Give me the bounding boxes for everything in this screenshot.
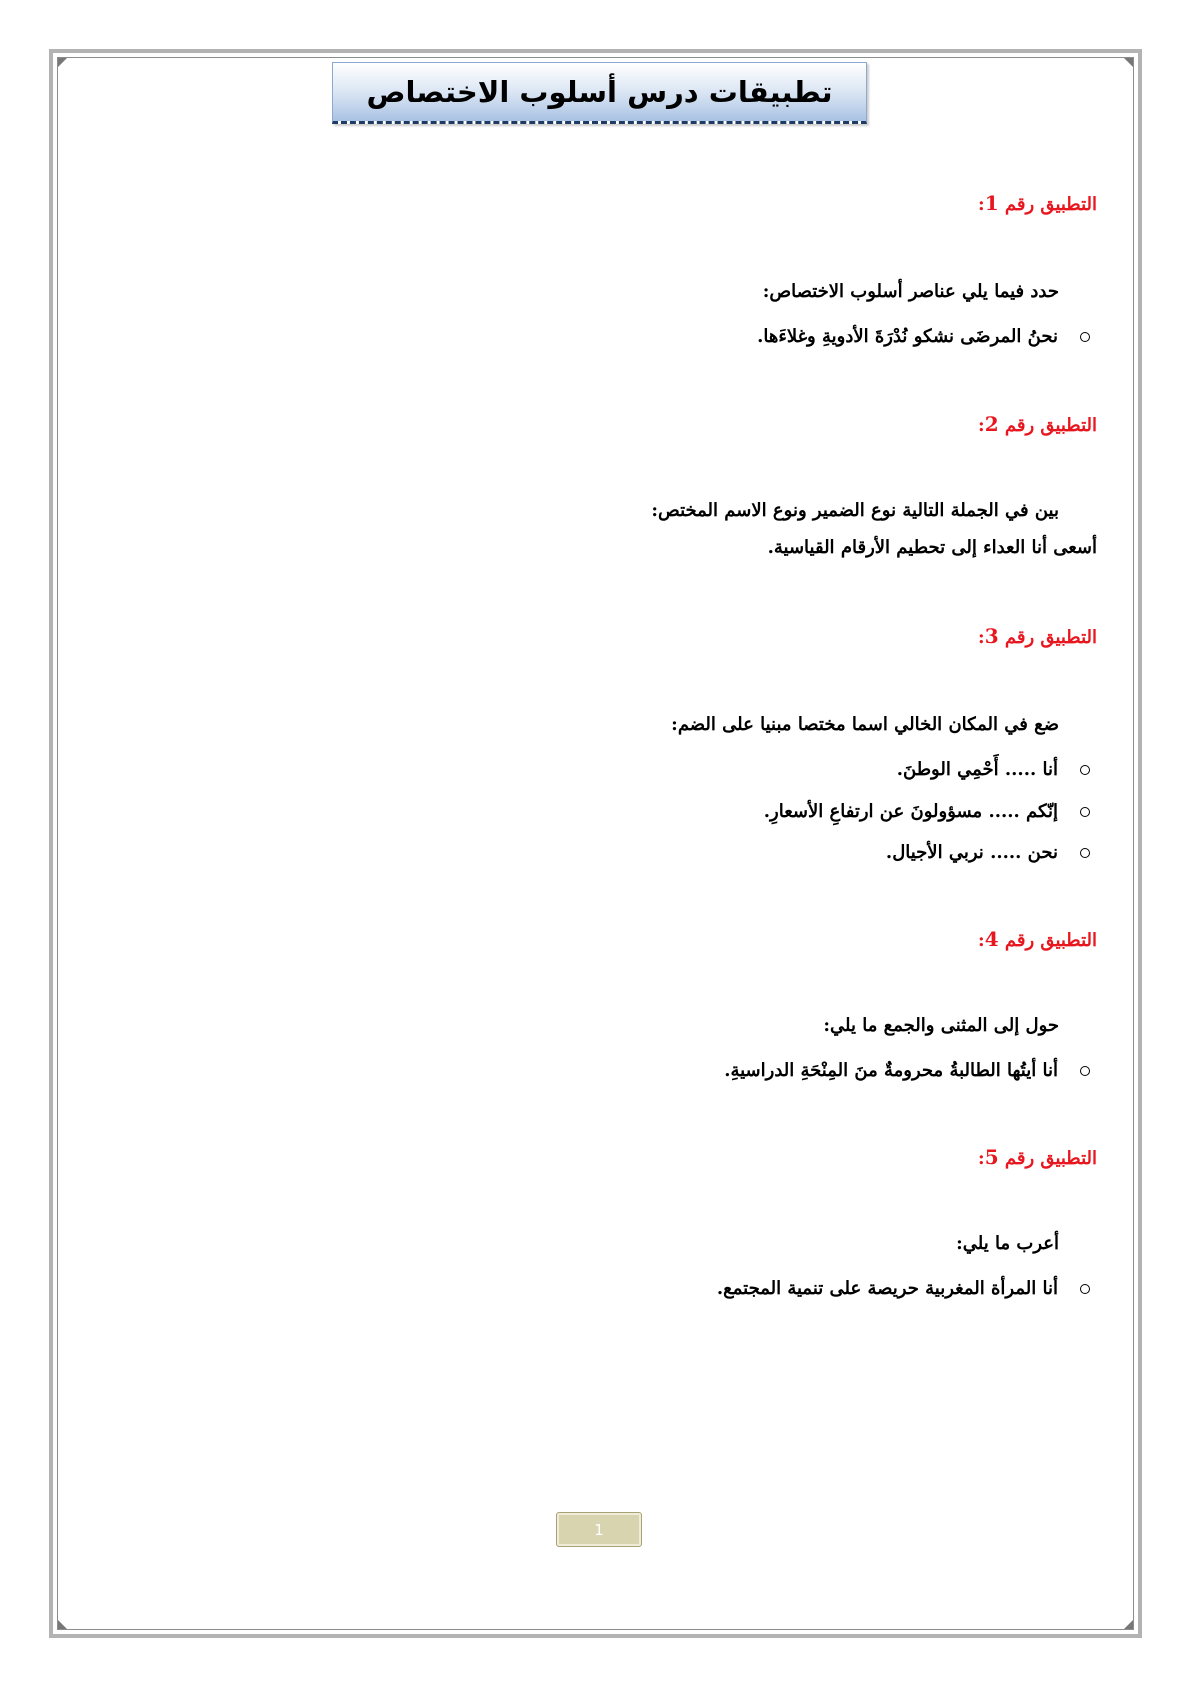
list-item: نحنُ المرضَى نشكو نُدْرَةَ الأدويةِ وغلاءَها.: [757, 324, 1090, 350]
list-item: أنا أيتُها الطالبةُ محرومةٌ منَ المِنْحَةِ الدراسيةِ.: [724, 1058, 1090, 1084]
bullet-circle-icon: [1080, 807, 1090, 817]
list-item: أنا المرأة المغربية حريصة على تنمية المجتمع.: [717, 1276, 1090, 1302]
bullet-circle-icon: [1080, 1066, 1090, 1076]
page-number: 1: [556, 1512, 642, 1547]
application-2-instruction: بين في الجملة التالية نوع الضمير ونوع الاسم المختص:: [651, 500, 1059, 521]
list-item: إنّكم ..... مسؤولونَ عن ارتفاعِ الأسعارِ.: [764, 799, 1090, 825]
application-4-instruction: حول إلى المثنى والجمع ما يلي:: [823, 1015, 1059, 1036]
bullet-circle-icon: [1080, 765, 1090, 775]
bullet-circle-icon: [1080, 332, 1090, 342]
application-2-heading: التطبيق رقم 2:: [978, 412, 1097, 436]
application-5-instruction: أعرب ما يلي:: [956, 1233, 1059, 1254]
application-1-heading: التطبيق رقم 1:: [978, 191, 1097, 215]
list-item: نحن ..... نربي الأجيال.: [886, 840, 1090, 866]
application-5-heading: التطبيق رقم 5:: [978, 1145, 1097, 1169]
application-2-sentence: أسعى أنا العداء إلى تحطيم الأرقام القياسية.: [767, 537, 1097, 558]
application-4-heading: التطبيق رقم 4:: [978, 927, 1097, 951]
application-3-instruction: ضع في المكان الخالي اسما مختصا مبنيا على الضم:: [671, 714, 1059, 735]
application-1-instruction: حدد فيما يلي عناصر أسلوب الاختصاص:: [762, 281, 1059, 302]
page-title: تطبيقات درس أسلوب الاختصاص: [366, 75, 833, 109]
list-item: أنا ..... أَحْمِي الوطنَ.: [897, 757, 1090, 783]
application-3-heading: التطبيق رقم 3:: [978, 624, 1097, 648]
bullet-circle-icon: [1080, 1284, 1090, 1294]
bullet-circle-icon: [1080, 848, 1090, 858]
